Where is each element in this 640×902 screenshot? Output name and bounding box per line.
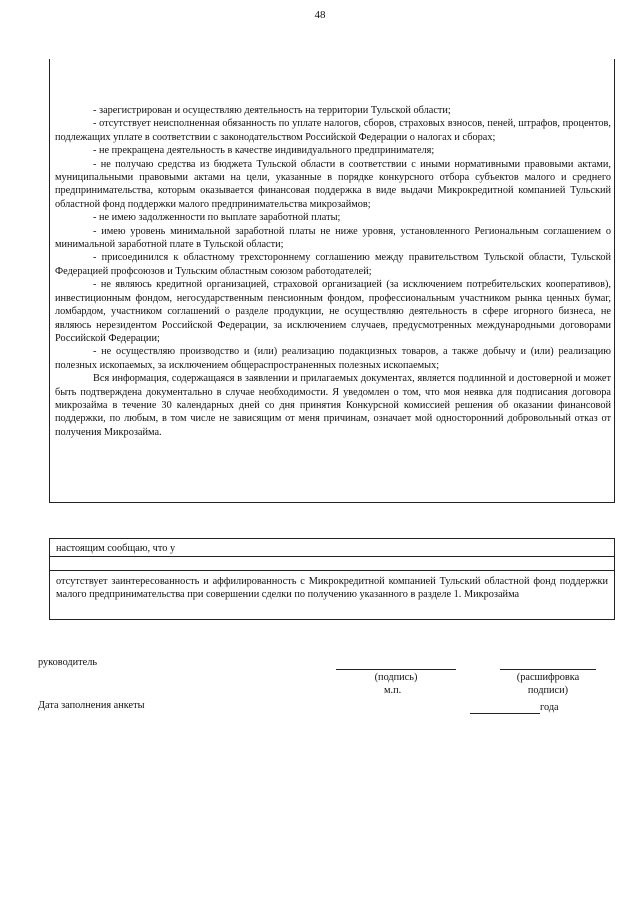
notice-box bbox=[49, 538, 615, 620]
notice-label: настоящим сообщаю, что у bbox=[56, 543, 176, 554]
decoding-caption-line2: подписи) bbox=[527, 685, 569, 697]
notice-label-row bbox=[50, 539, 614, 557]
stamp-label: м.п. bbox=[384, 685, 402, 696]
condition-item: - отсутствует неисполненная обязанность по уплате налогов, сборов, страховых взносов, пеней, штрафов, процентов, подлежащих уплате в соответствии с законодательством Российской Федерации о налогах и сборах; bbox=[55, 118, 611, 143]
signature-caption: (подпись) bbox=[374, 672, 418, 683]
declaration-text-block bbox=[55, 104, 611, 439]
condition-item: - зарегистрирован и осуществляю деятельность на территории Тульской области; bbox=[93, 105, 451, 116]
notice-text: отсутствует заинтересованность и аффилированность с Микрокредитной компанией Тульский областной фонд поддержки малого предпринимательства при совершении сделки по получению указанного в разделе 1. Микрозайма bbox=[56, 576, 608, 601]
condition-item: - присоединился к областному трехстороннему соглашению между правительством Тульской области, Тульской Федерацией профсоюзов и Тульским областным союзом работодателей; bbox=[55, 252, 611, 277]
date-suffix: года bbox=[540, 702, 559, 713]
condition-item: - не получаю средства из бюджета Тульской области в соответствии с иными нормативными правовыми актами, муниципальными правовыми актами на цели, указанные в порядке конкурсного отбора субъектов малого и среднего предпринимательства, которым оказывается финансовая поддержка в виде выдачи Микрокредитной компанией Тульский областной фонд поддержки малого предпринимательства микрозаймов; bbox=[55, 158, 611, 210]
condition-item: - имею уровень минимальной заработной платы не ниже уровня, установленного Региональным соглашением о минимальной заработной плате в Тульской области; bbox=[55, 225, 611, 251]
condition-item: - не являюсь кредитной организацией, страховой организацией (за исключением потребительских кооперативов), инвестиционным фондом, негосударственным пенсионным фондом, профессиональным участником рынка ценных бумаг, ломбардом, участником соглашений о разделе продукции, не осуществляю деятельность в сфере игорного бизнеса, не являюсь нерезидентом Российской Федерации, за исключением случаев, предусмотренных международными договорами Российской Федерации; bbox=[55, 279, 611, 344]
notice-entry-field[interactable] bbox=[50, 557, 614, 571]
condition-item: - не осуществляю производство и (или) реализацию подакцизных товаров, а также добычу и (или) реализацию полезных ископаемых, за исключением общераспространенных полезных ископаемых; bbox=[55, 346, 611, 371]
declaration-paragraph: Вся информация, содержащаяся в заявлении и прилагаемых документах, является подлинной и достоверной и может быть подтверждена документально в случае необходимости. Я уведомлен о том, что моя неявка для подписания договора микрозайма в течение 30 календарных дней со дня принятия Конкурсной комиссией решения об оказании финансовой поддержки, по любым, в том числе не зависящим от меня причинам, означает мой односторонний добровольный отказ от получения Микрозайма. bbox=[55, 373, 611, 438]
decoding-caption-line1: (расшифровка bbox=[516, 672, 580, 683]
signature-line[interactable] bbox=[336, 669, 456, 670]
date-line[interactable] bbox=[470, 713, 540, 714]
date-label: Дата заполнения анкеты bbox=[38, 700, 145, 711]
condition-item: - не имею задолженности по выплате заработной платы; bbox=[93, 212, 341, 224]
page-number: 48 bbox=[314, 9, 326, 21]
condition-item: - не прекращена деятельность в качестве индивидуального предпринимателя; bbox=[93, 145, 435, 157]
decoding-line[interactable] bbox=[500, 669, 596, 670]
decoding-caption bbox=[490, 671, 606, 698]
head-label: руководитель bbox=[38, 657, 98, 668]
